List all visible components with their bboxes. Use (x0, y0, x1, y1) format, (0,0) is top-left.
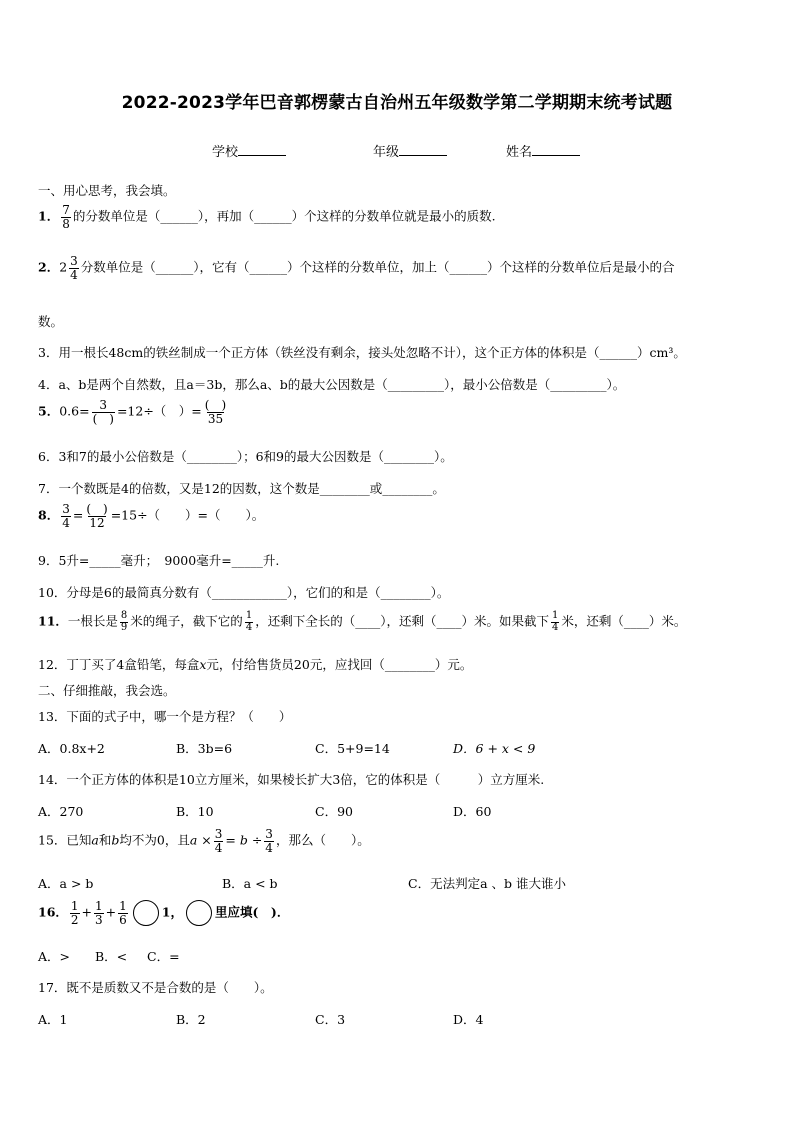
compare-circle (186, 900, 212, 926)
expression-part: = b ÷ (225, 832, 263, 848)
question-text: 一根长是 (67, 613, 118, 629)
numerator: 1 (245, 610, 253, 621)
question-5 (38, 399, 229, 425)
name-blank (532, 143, 580, 156)
question-text: 分数单位是（______），它有（______）个这样的分数单位，加上（______）个这样的分数单位后是最小的合 (80, 259, 675, 275)
fraction (61, 503, 71, 529)
option-d[interactable]: D．60 (453, 804, 492, 819)
school-blank (238, 143, 286, 156)
option-a[interactable]: A．1 (38, 1012, 68, 1027)
question-8 (38, 503, 264, 529)
question-text: 均不为0，且 (119, 832, 190, 848)
variable: b (111, 832, 120, 848)
question-text: 里应填( )． (215, 904, 290, 920)
numerator: 3 (62, 502, 70, 516)
school-label: 学校 (212, 145, 239, 160)
numerator: 1 (119, 899, 127, 913)
question-7: 7．一个数既是4的倍数，又是12的因数，这个数是________或________。 (38, 481, 445, 496)
numerator: 1 (551, 610, 559, 621)
compare-circle (133, 900, 159, 926)
fraction (204, 399, 227, 425)
denominator: 9 (120, 621, 128, 633)
page-title: 2022-2023学年巴音郭楞蒙古自治州五年级数学第二学期期末统考试题 (121, 93, 673, 113)
question-number: 8． (38, 507, 60, 523)
question-text: 15．已知 (38, 832, 92, 848)
grade-field (373, 141, 447, 160)
option-a[interactable]: A．> (38, 949, 71, 964)
question-text: 米，还剩（____）米。 (561, 613, 687, 629)
question-text: 的分数单位是（______），再加（______）个这样的分数单位就是最小的质数. (72, 208, 496, 224)
plus-sign: + (81, 904, 93, 920)
question-9: 9．5升=_____毫升； 9000毫升=_____升. (38, 553, 280, 568)
question-17: 17．既不是质数又不是合数的是（ ）。 (38, 980, 273, 995)
denominator: 12 (89, 515, 105, 530)
denominator: 4 (62, 515, 70, 530)
question-number: 11． (38, 613, 68, 629)
question-3: 3．用一根长48cm的铁丝制成一个正方体（铁丝没有剩余，接头处忽略不计），这个正方体的体积是（______）cm³。 (38, 345, 686, 360)
fraction (70, 900, 80, 926)
school-field (212, 141, 286, 160)
question-11 (38, 611, 686, 633)
option-b[interactable]: B．2 (176, 1012, 206, 1027)
numerator: 3 (99, 398, 108, 412)
question-1 (38, 204, 496, 230)
numerator: 7 (62, 203, 70, 217)
option-c[interactable]: C．90 (315, 804, 353, 819)
option-d[interactable]: D．4 (453, 1012, 484, 1027)
option-c[interactable]: C．= (147, 949, 180, 964)
question-13: 13．下面的式子中，哪一个是方程？（ ） (38, 709, 292, 724)
option-a[interactable]: A．270 (38, 804, 84, 819)
question-2 (38, 255, 675, 281)
numerator: 3 (214, 827, 223, 841)
option-d[interactable]: D．6 + x < 9 (453, 741, 536, 756)
question-text: ，还剩下全长的（____），还剩（____）米。如果截下 (255, 613, 549, 629)
fraction (120, 611, 128, 633)
denominator: 2 (70, 912, 79, 927)
denominator: 4 (245, 621, 253, 633)
question-text: 米的绳子，截下它的 (130, 613, 243, 629)
variable: x (199, 657, 207, 672)
denominator: 35 (207, 411, 224, 426)
option-b[interactable]: B．10 (176, 804, 214, 819)
question-text: 和 (98, 832, 112, 848)
question-14: 14．一个正方体的体积是10立方厘米，如果棱长扩大3倍，它的体积是（ ）立方厘米. (38, 772, 545, 787)
grade-blank (399, 143, 447, 156)
denominator: 4 (70, 267, 78, 282)
question-12 (38, 655, 472, 673)
section-1-heading: 一、用心思考，我会填。 (38, 183, 176, 198)
option-c[interactable]: C．5+9=14 (315, 741, 390, 756)
fraction (69, 255, 79, 281)
fraction (118, 900, 128, 926)
option-c[interactable]: C．无法判定a 、b 谁大谁小 (408, 876, 566, 891)
fraction (94, 900, 104, 926)
grade-label: 年级 (373, 145, 400, 160)
expression-part: 1， (161, 904, 183, 920)
question-text: ，那么（ ）。 (275, 832, 370, 848)
question-6: 6．3和7的最小公倍数是（________）；6和9的最大公因数是（________）。 (38, 449, 453, 464)
numerator: 3 (265, 827, 273, 841)
fraction (85, 503, 108, 529)
expression-part: a × (189, 832, 212, 848)
variable: a (91, 832, 99, 848)
fraction (551, 611, 559, 633)
question-16 (38, 900, 289, 926)
question-number: 5． (38, 403, 60, 419)
expression-part: =12÷（ ）= (116, 403, 202, 419)
option-b[interactable]: B．a < b (222, 876, 278, 891)
option-b[interactable]: B．< (95, 949, 128, 964)
numerator: 8 (120, 610, 128, 621)
denominator: 4 (214, 840, 223, 855)
plus-sign: + (105, 904, 117, 920)
denominator: 6 (119, 912, 127, 927)
question-text: 元，付给售货员20元，应找回（________）元。 (206, 657, 473, 672)
expression-part: 0.6= (59, 403, 90, 419)
denominator: 4 (265, 840, 273, 855)
numerator: ( ) (204, 398, 227, 412)
question-text: 12．丁丁买了4盒铅笔，每盒 (38, 657, 200, 672)
expression-part: =15÷（ ）=（ ）。 (110, 507, 265, 523)
name-label: 姓名 (506, 145, 533, 160)
numerator: 3 (70, 254, 78, 268)
option-b[interactable]: B．3b=6 (176, 741, 233, 756)
equals-sign: = (72, 507, 84, 523)
fraction (264, 828, 274, 854)
fraction (61, 204, 71, 230)
denominator: ( ) (92, 411, 114, 426)
section-2-heading: 二、仔细推敲，我会选。 (38, 683, 176, 698)
numerator: 1 (70, 899, 79, 913)
question-4: 4．a、b是两个自然数，且a＝3b，那么a、b的最大公因数是（_________），最小公倍数是（_________）。 (38, 377, 626, 392)
fraction (245, 611, 253, 633)
fraction (92, 399, 115, 425)
numerator: 1 (95, 899, 103, 913)
denominator: 3 (95, 912, 103, 927)
name-field (506, 141, 580, 160)
question-15 (38, 828, 370, 854)
question-10: 10．分母是6的最简真分数有（____________），它们的和是（________）。 (38, 585, 450, 600)
denominator: 8 (62, 216, 70, 231)
question-number: 1． (38, 208, 60, 224)
question-number: 2． (38, 259, 60, 275)
option-a[interactable]: A．a > b (38, 876, 94, 891)
denominator: 4 (551, 621, 559, 633)
option-a[interactable]: A．0.8x+2 (38, 741, 105, 756)
option-c[interactable]: C．3 (315, 1012, 346, 1027)
whole-number: 2 (59, 259, 68, 275)
numerator: ( ) (86, 502, 108, 516)
question-2-continued: 数。 (38, 314, 64, 329)
fraction (214, 828, 224, 854)
question-number: 16． (38, 904, 68, 920)
